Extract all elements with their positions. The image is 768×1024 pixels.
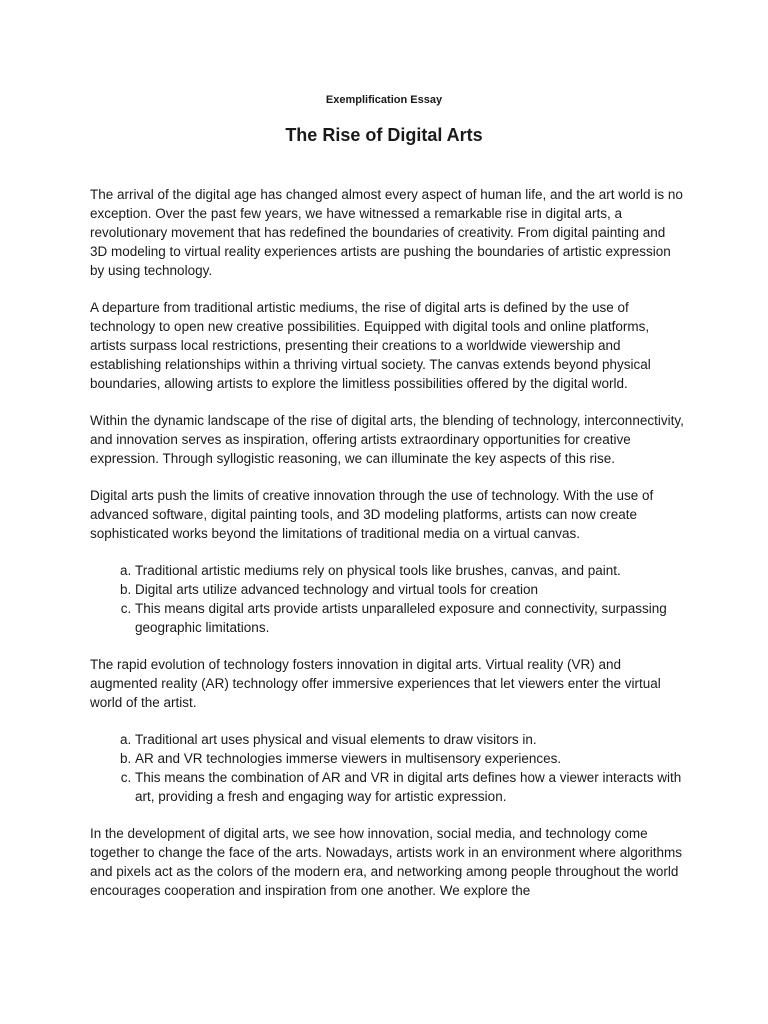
paragraph-development: In the development of digital arts, we see how innovation, social media, and technology come together to change the face of the arts. Nowadays, artists work in an environment where algorithms and pixels act as the colors of the modern era, and networking among people throughout the world encourages cooperation and inspiration from one another. We explore the <box>90 826 683 898</box>
syllogism-list-immersion <box>90 730 685 806</box>
paragraph-creative-innovation: Digital arts push the limits of creative innovation through the use of technology. With the use of advanced software, digital painting tools, and 3D modeling platforms, artists can now create sophisticated works beyond the limitations of traditional media on a virtual canvas. <box>90 488 654 541</box>
list-item: b. Digital arts utilize advanced technology and virtual tools for creation <box>135 580 685 599</box>
essay-type-label: Exemplification Essay <box>325 94 443 106</box>
list-item: c. This means digital arts provide artists unparalleled exposure and connectivity, surpassing geographic limitations. <box>135 599 685 637</box>
list-item: a. Traditional artistic mediums rely on physical tools like brushes, canvas, and paint. <box>135 561 685 580</box>
paragraph-landscape: Within the dynamic landscape of the rise of digital arts, the blending of technology, interconnectivity, and innovation serves as inspiration, offering artists extraordinary opportunities for creative expression. Through syllogistic reasoning, we can illuminate the key aspects of this rise. <box>90 413 684 466</box>
syllogism-list-technology <box>90 561 685 637</box>
paragraph-intro: The arrival of the digital age has changed almost every aspect of human life, and the art world is no exception. Over the past few years, we have witnessed a remarkable rise in digital arts, a revolutionary movement that has redefined the boundaries of creativity. From digital painting and 3D modeling to virtual reality experiences artists are pushing the boundaries of artistic expression by using technology. <box>90 187 683 278</box>
paragraph-vr-ar: The rapid evolution of technology fosters innovation in digital arts. Virtual reality (VR) and augmented reality (AR) technology offer immersive experiences that let viewers enter the virtual world of the artist. <box>90 657 661 710</box>
list-item: c. This means the combination of AR and VR in digital arts defines how a viewer interacts with art, providing a fresh and engaging way for artistic expression. <box>135 768 685 806</box>
essay-title: The Rise of Digital Arts <box>285 125 483 145</box>
paragraph-departure: A departure from traditional artistic mediums, the rise of digital arts is defined by the use of technology to open new creative possibilities. Equipped with digital tools and online platforms, artists surpass local restrictions, presenting their creations to a worldwide viewership and establishing relationships within a thriving virtual society. The canvas extends beyond physical boundaries, allowing artists to explore the limitless possibilities offered by the digital world. <box>90 300 651 391</box>
list-item: a. Traditional art uses physical and visual elements to draw visitors in. <box>135 730 685 749</box>
essay-body <box>90 185 685 918</box>
list-item: b. AR and VR technologies immerse viewers in multisensory experiences. <box>135 749 685 768</box>
